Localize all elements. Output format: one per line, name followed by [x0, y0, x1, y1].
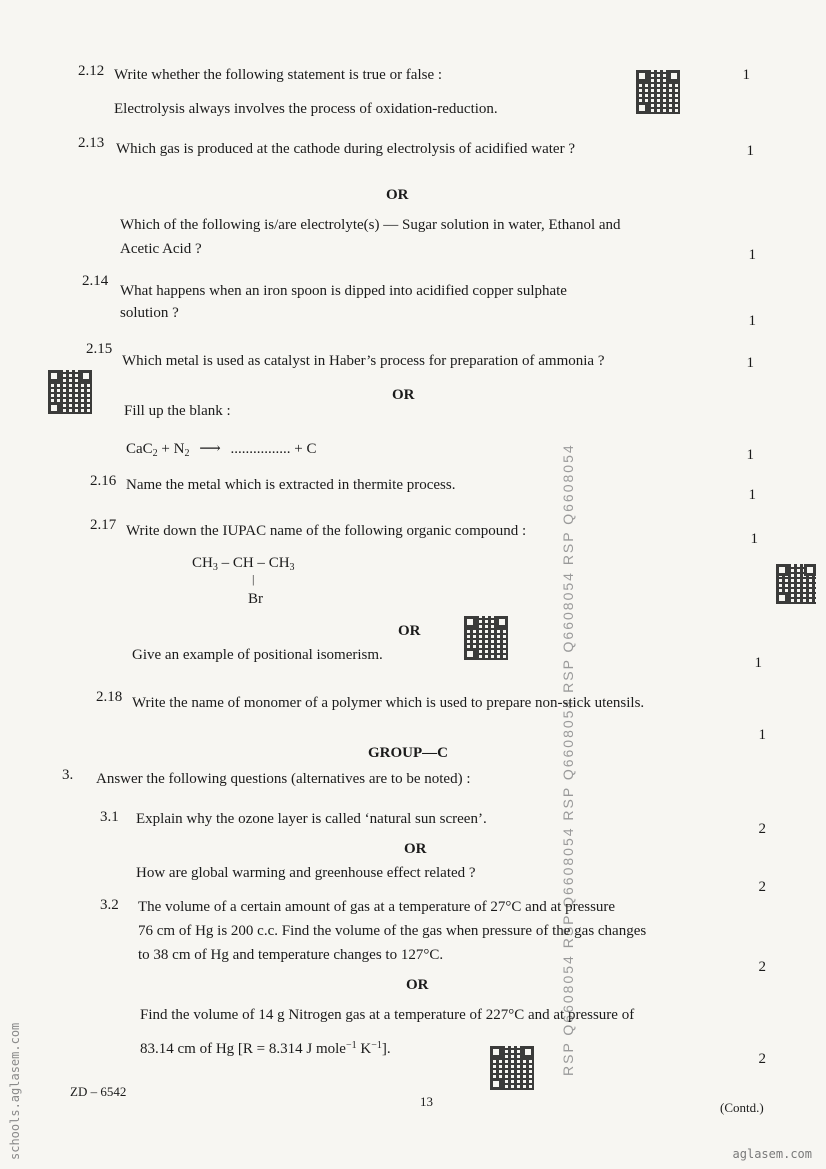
group-c-heading: GROUP—C — [368, 745, 448, 761]
formula-bond: | — [252, 572, 255, 586]
formula-sub-right: 3 — [289, 562, 295, 573]
q32-line3: to 38 cm of Hg and temperature changes to 127°C. — [138, 947, 444, 963]
q215-or: OR — [392, 387, 415, 403]
q32-alt-sup1: −1 — [345, 1040, 357, 1051]
q31-number: 3.1 — [100, 809, 119, 825]
contd-label: (Contd.) — [720, 1100, 764, 1115]
qr-code-icon — [636, 70, 680, 114]
qr-code-icon — [490, 1046, 534, 1090]
qr-code-icon — [48, 370, 92, 414]
q214-number: 2.14 — [82, 273, 109, 289]
q32-alt-text-c: ]. — [381, 1041, 391, 1057]
eq-sub-a: 2 — [152, 448, 158, 459]
eq-sub-b: 2 — [184, 448, 190, 459]
q213-or: OR — [386, 187, 409, 203]
q217-alt-mark: 1 — [754, 655, 762, 671]
q212-number: 2.12 — [78, 63, 105, 79]
q213-alt-line1: Which of the following is/are electrolyte(s) — Sugar solution in water, Ethanol and — [120, 217, 621, 233]
q217-formula — [192, 554, 295, 572]
q32-alt-text-b: K — [356, 1041, 372, 1057]
eq-reactant-a: CaC — [126, 441, 153, 457]
q216-text: Name the metal which is extracted in thermite process. — [126, 477, 456, 493]
q212-line1: Write whether the following statement is true or false : — [114, 67, 443, 83]
q213-number: 2.13 — [78, 135, 105, 151]
q215-alt-mark: 1 — [746, 447, 754, 463]
q215-equation — [126, 440, 316, 458]
q214-line2: solution ? — [120, 305, 179, 321]
q31-text: Explain why the ozone layer is called ‘natural sun screen’. — [136, 811, 487, 827]
formula-ch: – CH – — [221, 555, 265, 571]
q31-or: OR — [404, 841, 427, 857]
q215-number: 2.15 — [86, 341, 113, 357]
q215-text: Which metal is used as catalyst in Haber’s process for preparation of ammonia ? — [122, 353, 605, 369]
eq-blank: ................ + C — [230, 441, 317, 457]
q217-alt: Give an example of positional isomerism. — [132, 647, 383, 663]
q3-text: Answer the following questions (alternatives are to be noted) : — [96, 771, 471, 787]
qr-code-icon — [464, 616, 508, 660]
page-number: 13 — [420, 1094, 433, 1109]
q217-or: OR — [398, 623, 421, 639]
q32-alt-mark: 2 — [758, 1051, 766, 1067]
footer-site-label: aglasem.com — [732, 1147, 812, 1161]
q215-mark: 1 — [746, 355, 754, 371]
side-site-label: schools.aglasem.com — [8, 1022, 22, 1160]
q213-mark: 1 — [746, 143, 754, 159]
q32-line2: 76 cm of Hg is 200 c.c. Find the volume of the gas when pressure of the gas changes — [138, 923, 647, 939]
q218-mark: 1 — [758, 727, 766, 743]
q212-line2: Electrolysis always involves the process of oxidation-reduction. — [114, 101, 498, 117]
q3-number: 3. — [62, 767, 74, 783]
q218-number: 2.18 — [96, 689, 123, 705]
eq-reactant-b: + N — [161, 441, 185, 457]
q31-mark: 2 — [758, 821, 766, 837]
q216-mark: 1 — [748, 487, 756, 503]
q217-text: Write down the IUPAC name of the following organic compound : — [126, 523, 527, 539]
q32-mark: 2 — [758, 959, 766, 975]
formula-ch3-left: CH — [192, 555, 213, 571]
q214-line1: What happens when an iron spoon is dipped into acidified copper sulphate — [120, 283, 567, 299]
q32-alt-line1: Find the volume of 14 g Nitrogen gas at a temperature of 227°C and at pressure of — [140, 1007, 635, 1023]
q32-or: OR — [406, 977, 429, 993]
q32-line1: The volume of a certain amount of gas at a temperature of 27°C and at pressure — [138, 899, 616, 915]
q216-number: 2.16 — [90, 473, 117, 489]
q214-mark: 1 — [748, 313, 756, 329]
q217-number: 2.17 — [90, 517, 117, 533]
q32-number: 3.2 — [100, 897, 119, 913]
q31-alt-mark: 2 — [758, 879, 766, 895]
qr-code-icon — [776, 564, 816, 604]
watermark-vertical: RSP Q6608054 RSP Q6608054 RSP Q6608054 RSP Q6608054 RSP Q6608054 — [560, 443, 576, 1076]
eq-arrow-icon: ⟶ — [199, 441, 221, 457]
q32-alt-sup2: −1 — [371, 1040, 382, 1051]
q32-alt-text-a: 83.14 cm of Hg [R = 8.314 J mole — [140, 1041, 346, 1057]
q212-mark: 1 — [742, 67, 750, 83]
q218-text: Write the name of monomer of a polymer which is used to prepare non-stick utensils. — [132, 695, 645, 711]
q32-alt-line2 — [140, 1040, 391, 1058]
formula-sub-left: 3 — [212, 562, 218, 573]
q215-alt: Fill up the blank : — [124, 403, 231, 419]
formula-ch3-right: CH — [268, 555, 290, 571]
q213-text: Which gas is produced at the cathode during electrolysis of acidified water ? — [116, 141, 575, 157]
paper-code: ZD – 6542 — [70, 1084, 127, 1099]
q213-alt-mark: 1 — [748, 247, 756, 263]
formula-br: Br — [248, 591, 263, 607]
q213-alt-line2: Acetic Acid ? — [120, 241, 202, 257]
q31-alt: How are global warming and greenhouse effect related ? — [136, 865, 476, 881]
q217-mark: 1 — [750, 531, 758, 547]
